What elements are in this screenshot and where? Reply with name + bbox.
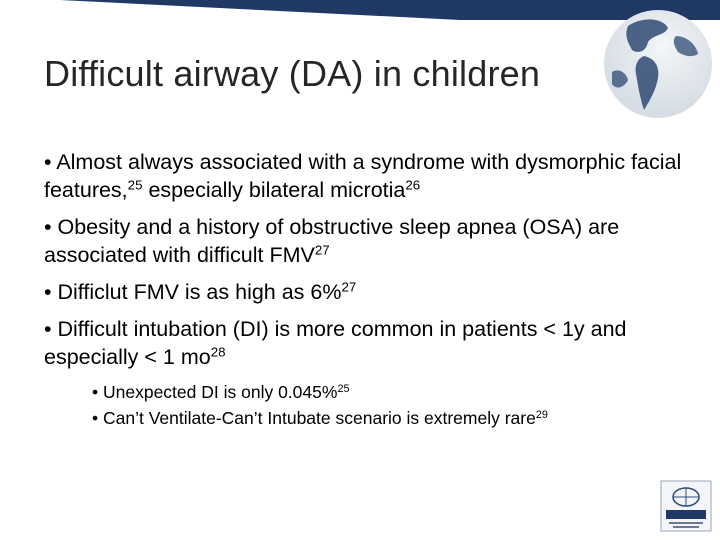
bullet-syndrome: • Almost always associated with a syndrome with dysmorphic facial features,$^{25}$ especially bilateral microtia$^{26}$ <box>44 150 682 202</box>
sub-bullet-cvci: • Can’t Ventilate-Can’t Intubate scenario is extremely rare$^{29}$ <box>92 408 548 428</box>
bullet-intubation: • Difficult intubation (DI) is more common in patients < 1y and especially < 1 $mo^{28}$ <box>44 317 627 369</box>
bullet-obesity: • Obesity and a history of obstructive sleep apnea (OSA) are associated with difficult FMV$^{27}$ <box>44 215 620 267</box>
bullet-list <box>44 148 684 432</box>
world-globe-icon <box>588 6 720 126</box>
bullet-fmv: • Difficlut FMV is as high as 6%$^{27}$ <box>44 279 357 304</box>
slide-title: Difficult airway (DA) in children <box>44 53 541 94</box>
sub-bullet-unexpected-di: • Unexpected DI is only 0.045%$^{25}$ <box>92 382 350 402</box>
society-logo-icon <box>655 475 717 537</box>
